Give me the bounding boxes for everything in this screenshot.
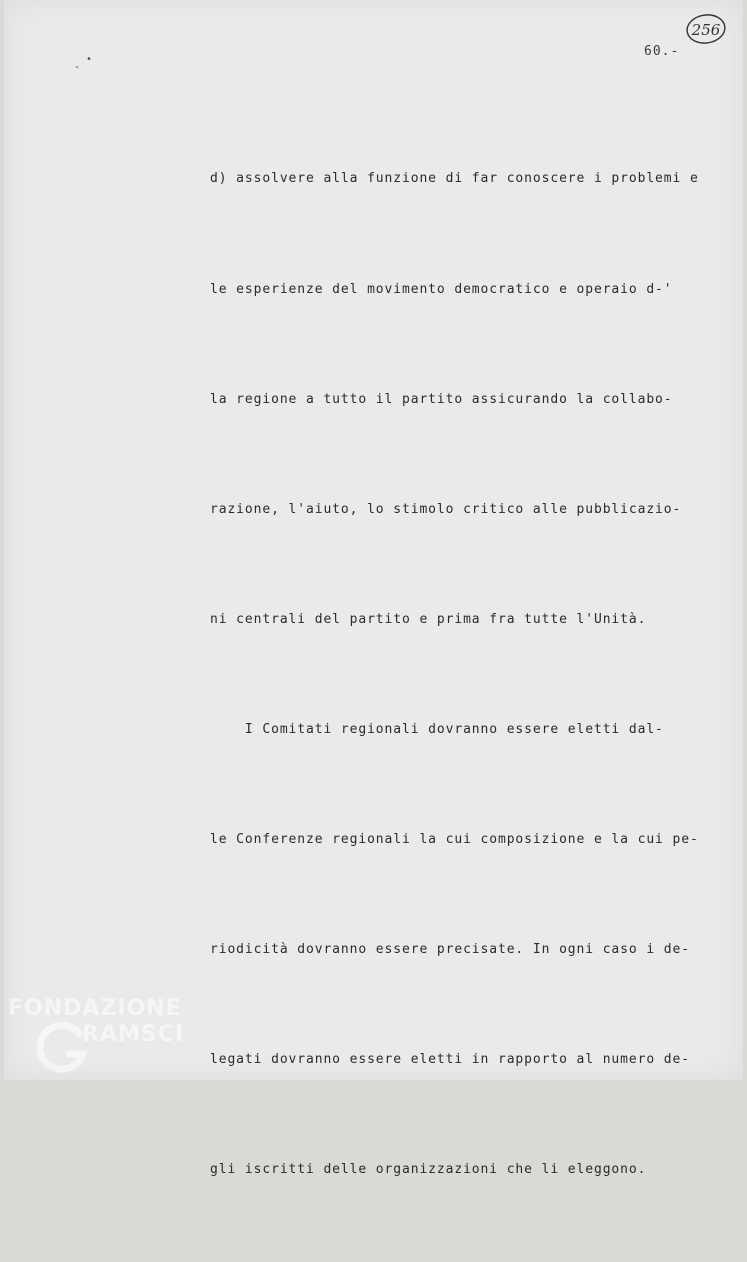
text-line: legati dovranno essere eletti in rapporto al numero de- xyxy=(210,1052,690,1068)
archive-stamp xyxy=(684,12,728,46)
text-line: le Conferenze regionali la cui composizione e la cui pe- xyxy=(210,831,699,847)
text-line: ni centrali del partito e prima fra tutte l'Unità. xyxy=(210,611,647,627)
stamp-oval-icon xyxy=(684,12,728,46)
watermark-line-1: FONDAZIONE xyxy=(8,996,182,1021)
page-number: 60.- xyxy=(644,44,680,59)
stamp-number: 256 xyxy=(691,21,721,39)
text-line: riodicità dovranno essere precisate. In ogni caso i de- xyxy=(210,942,690,958)
text-line: razione, l'aiuto, lo stimolo critico alle pubblicazio- xyxy=(210,501,682,517)
watermark-line-2: RAMSCI xyxy=(82,1022,185,1047)
foundation-watermark-logo xyxy=(6,996,196,1080)
text-line: d) assolvere alla funzione di far conoscere i problemi e xyxy=(210,171,699,187)
ink-speck: • xyxy=(86,54,93,65)
text-line: le esperienze del movimento democratico e operaio d-' xyxy=(210,281,673,297)
text-line: la regione a tutto il partito assicurando la collabo- xyxy=(210,391,673,407)
ink-speck: ˇ xyxy=(74,66,81,77)
text-line: gli iscritti delle organizzazioni che li eleggono. xyxy=(210,1162,647,1178)
document-body xyxy=(210,88,730,1262)
text-line: I Comitati regionali dovranno essere eletti dal- xyxy=(210,721,664,737)
document-page xyxy=(4,0,743,1178)
